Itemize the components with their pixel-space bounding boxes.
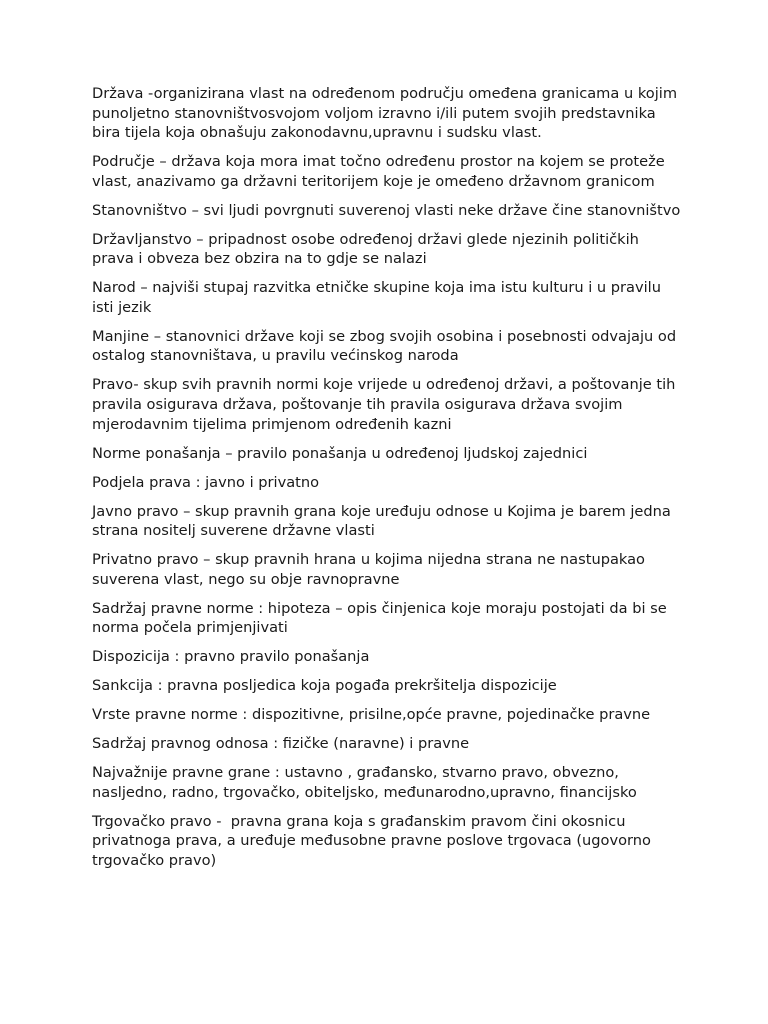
paragraph-stanovnistvo: Stanovništvo – svi ljudi povrgnuti suverenoj vlasti neke države čine stanovništvo — [92, 201, 681, 219]
paragraph-drzavljanstvo: Državljanstvo – pripadnost osobe određenoj državi glede njezinih političkih prava i obveza bez obzira na to gdje se nalazi — [92, 230, 644, 268]
paragraph-podrucje: Područje – država koja mora imat točno određenu prostor na kojem se proteže vlast, anazivamo ga državni teritorijem koje je omeđeno državnom granicom — [92, 153, 670, 190]
paragraph-drzava: Država -organizirana vlast na određenom području omeđena granicama u kojim punoljetno stanovništvosvojom voljom izravno i/ili putem svojih predstavnika bira tijela koja obnašuju zakonodavnu,upravnu i sudsku vlast. — [92, 85, 682, 142]
paragraph-dispozicija: Dispozicija : pravno pravilo ponašanja — [92, 648, 370, 666]
paragraph-sadrzaj-pravne-norme: Sadržaj pravne norme : hipoteza – opis činjenica koje moraju postojati da bi se norma počela primjenjivati — [92, 599, 672, 637]
paragraph-podjela-prava: Podjela prava : javno i privatno — [92, 473, 320, 491]
paragraph-sankcija: Sankcija : pravna posljedica koja pogađa prekršitelja dispozicije — [92, 677, 557, 695]
paragraph-norme-ponasanja: Norme ponašanja – pravilo ponašanja u određenoj ljudskoj zajednici — [92, 444, 588, 462]
paragraph-manjine: Manjine – stanovnici države koji se zbog svojih osobina i posebnosti odvajaju od ostalog stanovništava, u pravilu većinskog naroda — [92, 327, 681, 365]
paragraph-trgovacko-pravo: Trgovačko pravo - pravna grana koja s građanskim pravom čini okosnicu privatnoga prava, a uređuje međusobne pravne poslove trgovaca (ugovorno trgovačko pravo) — [92, 812, 656, 870]
paragraph-javno-pravo: Javno pravo – skup pravnih grana koje uređuju odnose u Kojima je barem jedna strana nositelj suverene državne vlasti — [92, 502, 676, 540]
paragraph-najvaznije-pravne-grane: Najvažnije pravne grane : ustavno , građansko, stvarno pravo, obvezno, nasljedno, radno, trgovačko, obiteljsko, međunarodno,upravno, financijsko — [92, 764, 637, 801]
paragraph-privatno-pravo: Privatno pravo – skup pravnih hrana u kojima nijedna strana ne nastupakao suverena vlast, nego su obje ravnopravne — [92, 551, 650, 588]
paragraph-narod: Narod – najviši stupaj razvitka etničke skupine koja ima istu kulturu i u pravilu isti jezik — [92, 279, 666, 316]
paragraph-sadrzaj-pravnog-odnosa: Sadržaj pravnog odnosa : fizičke (naravne) i pravne — [92, 735, 470, 753]
paragraph-pravo: Pravo- skup svih pravnih normi koje vrijede u određenoj državi, a poštovanje tih pravila osigurava država, poštovanje tih pravila osigurava država svojim mjerodavnim tijelima primjenom određenih kazni — [92, 376, 681, 433]
paragraph-vrste-pravne-norme: Vrste pravne norme : dispozitivne, prisilne,opće pravne, pojedinačke pravne — [92, 706, 651, 724]
document-body — [92, 84, 682, 880]
